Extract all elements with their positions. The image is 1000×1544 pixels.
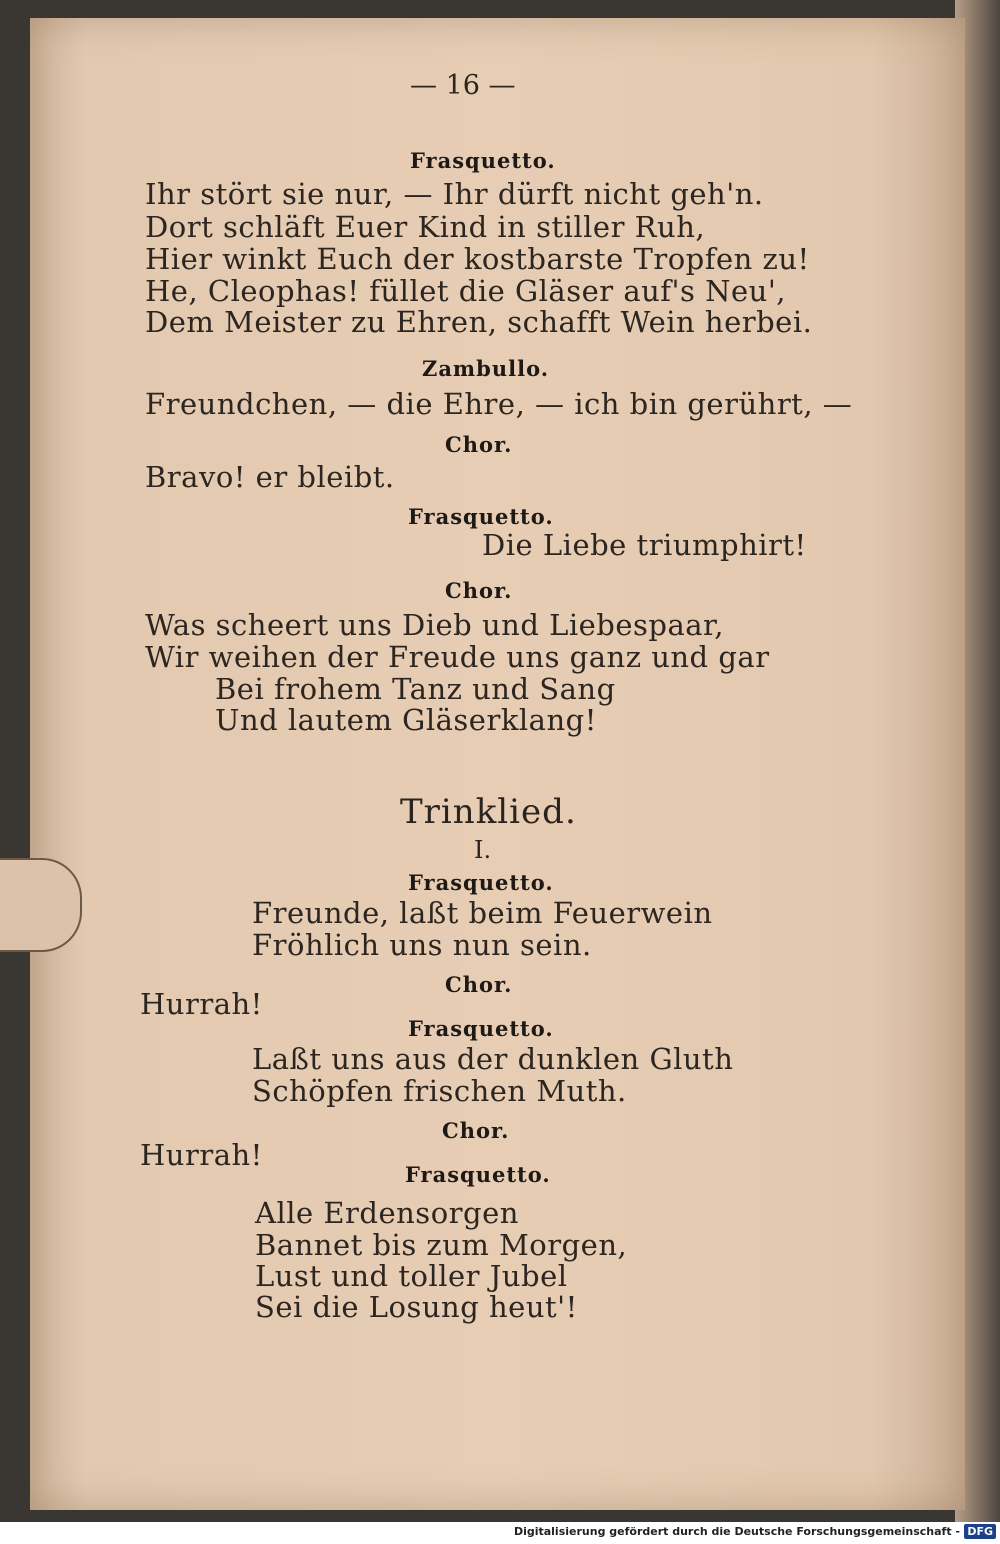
speaker-zambullo: Zambullo.	[422, 356, 550, 381]
verse-line: Laßt uns aus der dunklen Gluth	[252, 1042, 734, 1076]
verse-line: Freunde, laßt beim Feuerwein	[252, 896, 713, 930]
funding-credit: Digitalisierung gefördert durch die Deutsche Forschungsgemeinschaft -	[513, 1525, 960, 1538]
song-title: Trinklied.	[400, 792, 577, 832]
verse-line: Alle Erdensorgen	[255, 1196, 519, 1230]
verse-line: Dort schläft Euer Kind in stiller Ruh,	[145, 210, 706, 244]
speaker-chor: Chor.	[445, 578, 513, 603]
verse-line: Sei die Losung heut'!	[255, 1290, 578, 1324]
speaker-frasquetto: Frasquetto.	[405, 1162, 551, 1187]
verse-line: Schöpfen frischen Muth.	[252, 1074, 627, 1108]
verse-line: Wir weihen der Freude uns ganz und gar	[145, 640, 770, 674]
speaker-frasquetto: Frasquetto.	[408, 1016, 554, 1041]
verse-line: Lust und toller Jubel	[255, 1259, 568, 1293]
verse-line: He, Cleophas! füllet die Gläser auf's Neu',	[145, 274, 787, 308]
hurrah-line: Hurrah!	[140, 1138, 263, 1172]
verse-line: Ihr stört sie nur, — Ihr dürft nicht geh'n.	[145, 177, 764, 211]
verse-number: I.	[474, 836, 492, 864]
verse-line: Fröhlich uns nun sein.	[252, 928, 592, 962]
verse-line: Bravo! er bleibt.	[145, 460, 395, 494]
verse-line: Und lautem Gläserklang!	[215, 703, 597, 737]
page-number: — 16 —	[410, 70, 516, 101]
page-tab-marker	[0, 858, 82, 952]
dfg-logo: DFG	[964, 1524, 996, 1539]
footer-bar	[0, 1522, 1000, 1544]
speaker-frasquetto: Frasquetto.	[408, 870, 554, 895]
verse-line: Bei frohem Tanz und Sang	[215, 672, 616, 706]
verse-line: Die Liebe triumphirt!	[482, 528, 807, 562]
hurrah-line: Hurrah!	[140, 987, 263, 1021]
verse-line: Was scheert uns Dieb und Liebespaar,	[145, 608, 724, 642]
speaker-frasquetto: Frasquetto.	[408, 504, 554, 529]
verse-line: Dem Meister zu Ehren, schafft Wein herbei.	[145, 305, 813, 339]
verse-line: Bannet bis zum Morgen,	[255, 1228, 628, 1262]
speaker-frasquetto: Frasquetto.	[410, 148, 556, 173]
verse-line: Hier winkt Euch der kostbarste Tropfen zu!	[145, 242, 810, 276]
speaker-chor: Chor.	[445, 972, 513, 997]
speaker-chor: Chor.	[445, 432, 513, 457]
verse-line: Freundchen, — die Ehre, — ich bin gerührt, —	[145, 387, 853, 421]
speaker-chor: Chor.	[442, 1118, 510, 1143]
